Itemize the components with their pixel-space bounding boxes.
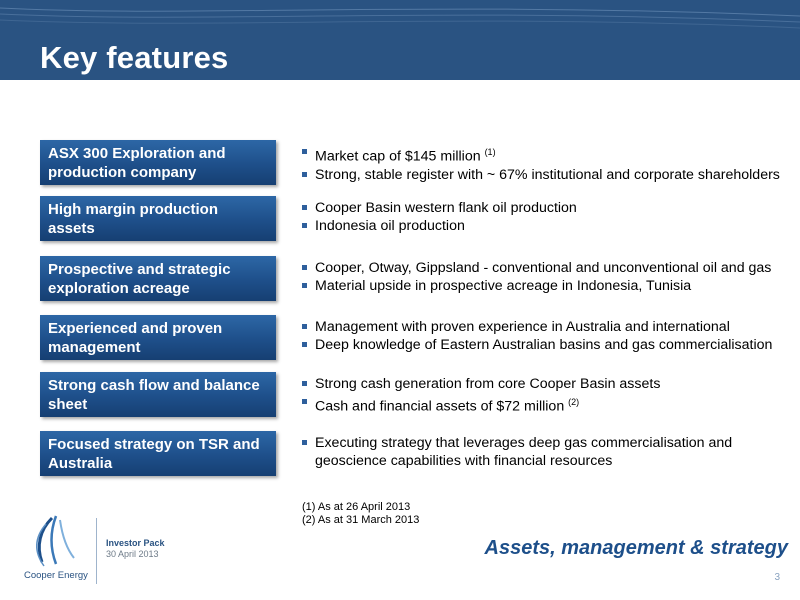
bullet-item: Material upside in prospective acreage in Indonesia, Tunisia bbox=[302, 277, 800, 295]
feature-label: Experienced and proven management bbox=[40, 315, 276, 360]
feature-bullets bbox=[302, 199, 800, 235]
company-logo-text: Cooper Energy bbox=[24, 570, 88, 581]
footnote: (1) As at 26 April 2013 bbox=[302, 501, 411, 513]
bullet-item: Deep knowledge of Eastern Australian basins and gas commercialisation bbox=[302, 336, 800, 354]
feature-bullets bbox=[302, 143, 800, 184]
bullet-item: Management with proven experience in Australia and international bbox=[302, 318, 800, 336]
bullet-item: Cash and financial assets of $72 million $^{(2)}$ bbox=[302, 393, 800, 416]
bullet-item: Market cap of $145 million $^{(1)}$ bbox=[302, 143, 800, 166]
feature-label: Strong cash flow and balance sheet bbox=[40, 372, 276, 417]
footnote: (2) As at 31 March 2013 bbox=[302, 514, 420, 526]
investor-pack-date: 30 April 2013 bbox=[106, 549, 159, 559]
footer-divider bbox=[96, 518, 97, 584]
feature-bullets bbox=[302, 434, 800, 470]
tagline: Assets, management & strategy bbox=[484, 537, 788, 559]
bullet-item: Strong, stable register with ~ 67% institutional and corporate shareholders bbox=[302, 166, 800, 184]
feature-label: High margin production assets bbox=[40, 196, 276, 241]
bullet-item: Indonesia oil production bbox=[302, 217, 800, 235]
feature-label: Prospective and strategic exploration acreage bbox=[40, 256, 276, 301]
bullet-item: Executing strategy that leverages deep gas commercialisation and geoscience capabilities with financial resources bbox=[302, 434, 800, 470]
page-number: 3 bbox=[774, 572, 780, 583]
feature-bullets bbox=[302, 375, 800, 416]
header-banner bbox=[0, 0, 800, 80]
feature-label: Focused strategy on TSR and Australia bbox=[40, 431, 276, 476]
bullet-item: Strong cash generation from core Cooper Basin assets bbox=[302, 375, 800, 393]
feature-bullets bbox=[302, 259, 800, 295]
page-title: Key features bbox=[40, 40, 229, 75]
investor-pack-title: Investor Pack bbox=[106, 538, 165, 548]
bullet-item: Cooper Basin western flank oil production bbox=[302, 199, 800, 217]
feature-label: ASX 300 Exploration and production company bbox=[40, 140, 276, 185]
bullet-item: Cooper, Otway, Gippsland - conventional and unconventional oil and gas bbox=[302, 259, 800, 277]
feature-bullets bbox=[302, 318, 800, 354]
